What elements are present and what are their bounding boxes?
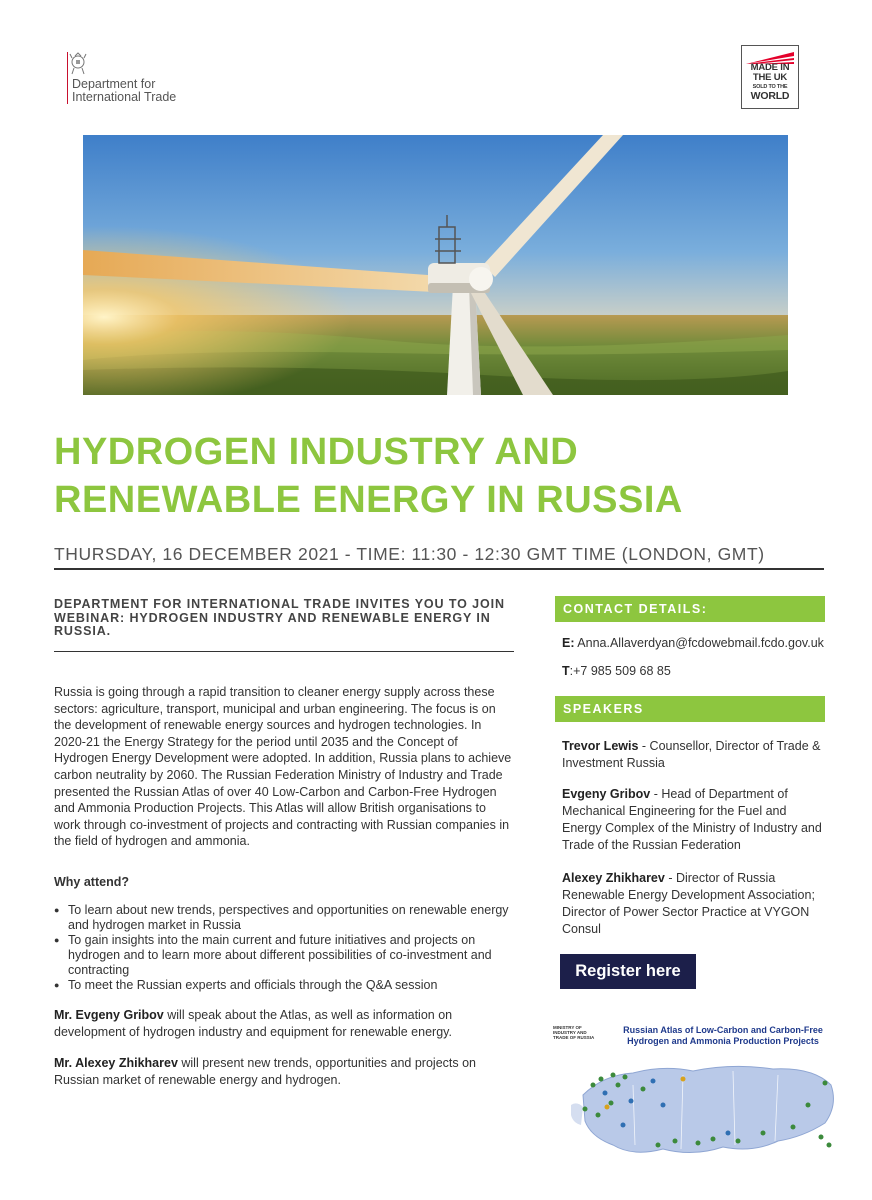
badge-line-1: MADE IN	[750, 62, 790, 73]
badge-line-4: WORLD	[750, 90, 790, 102]
speaker-name: Alexey Zhikharev	[562, 871, 665, 885]
dit-line-1: Department for	[72, 77, 156, 91]
why-attend-heading: Why attend?	[54, 875, 129, 889]
event-date-time: THURSDAY, 16 DECEMBER 2021 - TIME: 11:30 - 12:30 GMT TIME (LONDON, GMT)	[54, 544, 824, 570]
badge-line-3: SOLD TO THE	[752, 84, 788, 90]
speaker-role: - Director of Russia Renewable Energy Development Association; Director of Power Sector Practice at VYGON Consul	[562, 871, 815, 936]
atlas-title-line-2: Hydrogen and Ammonia Production Projects	[627, 1036, 819, 1046]
speakers-heading: SPEAKERS	[555, 696, 825, 722]
dit-logo	[64, 50, 264, 110]
speaker-name: Trevor Lewis	[562, 739, 639, 753]
zhikharev-paragraph	[54, 1055, 514, 1089]
dit-name	[72, 78, 176, 104]
speaker-name: Evgeny Gribov	[562, 787, 651, 801]
speaker-item	[562, 870, 824, 938]
ministry-logo-text: MINISTRY OF INDUSTRY AND TRADE OF RUSSIA	[553, 1025, 595, 1040]
why-attend-list	[54, 903, 514, 993]
invite-heading: DEPARTMENT FOR INTERNATIONAL TRADE INVITES YOU TO JOIN WEBINAR: HYDROGEN INDUSTRY AND RENEWABLE ENERGY IN RUSSIA.	[54, 598, 514, 652]
speaker-item	[562, 738, 824, 772]
speaker-role: - Head of Department of Mechanical Engineering for the Fuel and Energy Complex of the Ministry of Industry and Trade of the Russian Federation	[562, 787, 822, 852]
email-label: E:	[562, 636, 575, 650]
email-link[interactable]: Anna.Allaverdyan@fcdowebmail.fcdo.gov.uk	[574, 636, 824, 650]
dit-red-bar	[67, 52, 68, 104]
list-item: ● To learn about new trends, perspectives and opportunities on renewable energy and hydrogen market in Russia	[54, 903, 514, 933]
atlas-title	[613, 1025, 833, 1047]
title-line-1: HYDROGEN INDUSTRY AND	[54, 431, 579, 473]
phone-number[interactable]: :+7 985 509 68 85	[569, 664, 671, 678]
gribov-paragraph	[54, 1007, 514, 1041]
event-title	[54, 428, 814, 524]
atlas-title-line-1: Russian Atlas of Low-Carbon and Carbon-Free	[623, 1025, 823, 1035]
atlas-graphic	[543, 1015, 843, 1165]
intro-paragraph: Russia is going through a rapid transition to cleaner energy supply across these sectors: agriculture, transport, municipal and urban engineering. The focus is on the development of renewable energy sources and hydrogen technologies. In 2020-21 the Energy Strategy for the period until 2035 and the Concept of Hydrogen Energy Development were adopted. In addition, Russia plans to achieve carbon neutrality by 2060. The Russian Federation Ministry of Industry and Trade presented the Russian Atlas of over 40 Low-Carbon and Carbon-Free Hydrogen and Ammonia Production Projects. This Atlas will allow British organisations to work through co-investment of projects and contracting with Russian companies in the field of hydrogen and ammonia.	[54, 685, 512, 849]
badge-line-2: THE UK	[752, 72, 788, 83]
gribov-name: Mr. Evgeny Gribov	[54, 1008, 164, 1022]
list-item: ● To gain insights into the main current and future initiatives and projects on hydrogen and to learn more about different possibilities of co-investment and contracting	[54, 933, 514, 978]
phone-label: T	[562, 664, 570, 678]
speaker-role: - Counsellor, Director of Trade & Investment Russia	[562, 739, 821, 770]
russia-map-image	[563, 1045, 843, 1170]
dit-line-2: International Trade	[72, 90, 177, 104]
speaker-item	[562, 786, 824, 854]
contact-details-heading: CONTACT DETAILS:	[555, 596, 825, 622]
contact-phone	[562, 664, 671, 678]
register-button[interactable]: Register here	[560, 954, 696, 989]
wind-turbine-hero-image	[83, 135, 788, 395]
zhikharev-text: will present new trends, opportunities and projects on Russian market of renewable energy and hydrogen.	[54, 1056, 476, 1087]
list-item: ● To meet the Russian experts and officials through the Q&A session	[54, 978, 514, 993]
made-in-uk-badge	[741, 45, 799, 109]
zhikharev-name: Mr. Alexey Zhikharev	[54, 1056, 178, 1070]
title-line-2: RENEWABLE ENERGY IN RUSSIA	[54, 479, 683, 521]
gribov-text: will speak about the Atlas, as well as information on development of hydrogen industry and equipment for renewable energy.	[54, 1008, 453, 1039]
contact-email	[562, 636, 824, 650]
